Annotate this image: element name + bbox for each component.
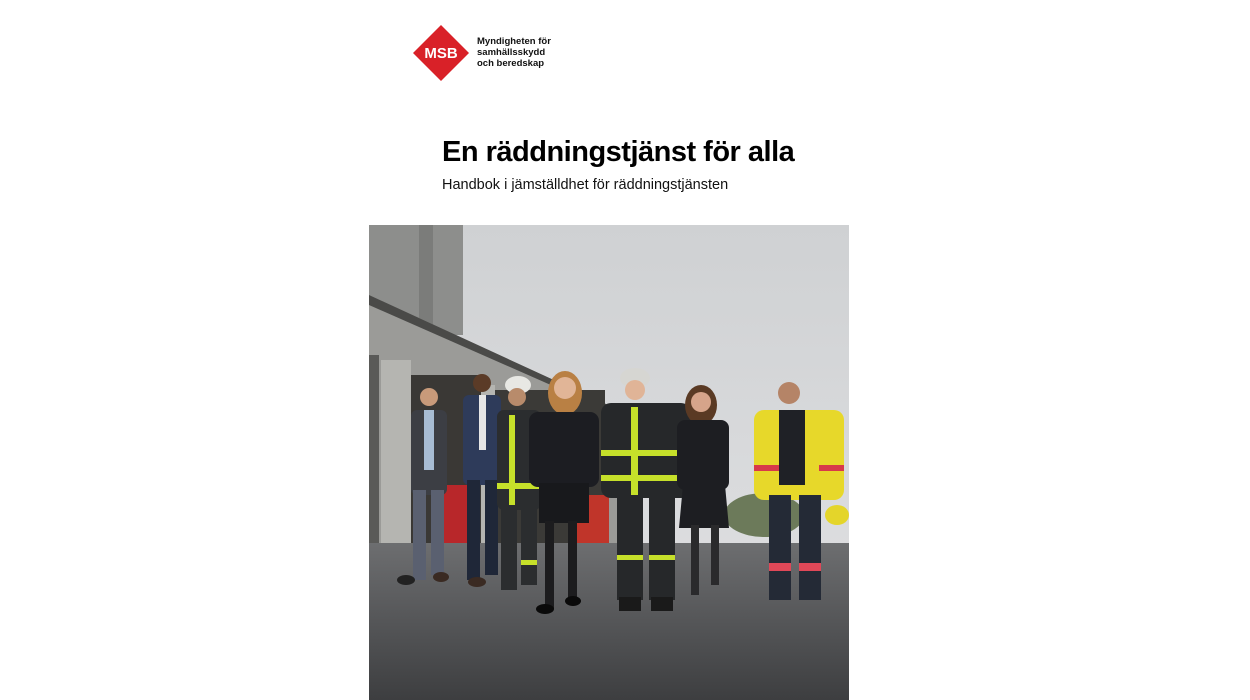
msb-logo-mark bbox=[412, 24, 470, 82]
cover-photo bbox=[369, 225, 849, 700]
document-title: En räddningstjänst för alla bbox=[442, 136, 795, 168]
org-name-line-1: Myndigheten för bbox=[477, 36, 551, 47]
org-name-line-2: samhällsskydd bbox=[477, 47, 546, 58]
org-name-line-3: och beredskap bbox=[477, 58, 545, 69]
cover-photo-illustration bbox=[369, 225, 849, 700]
document-subtitle: Handbok i jämställdhet för räddningstjänsten bbox=[442, 177, 729, 193]
msb-logo-letters: MSB bbox=[424, 45, 458, 62]
msb-org-name bbox=[477, 36, 567, 69]
msb-logo bbox=[412, 24, 552, 84]
